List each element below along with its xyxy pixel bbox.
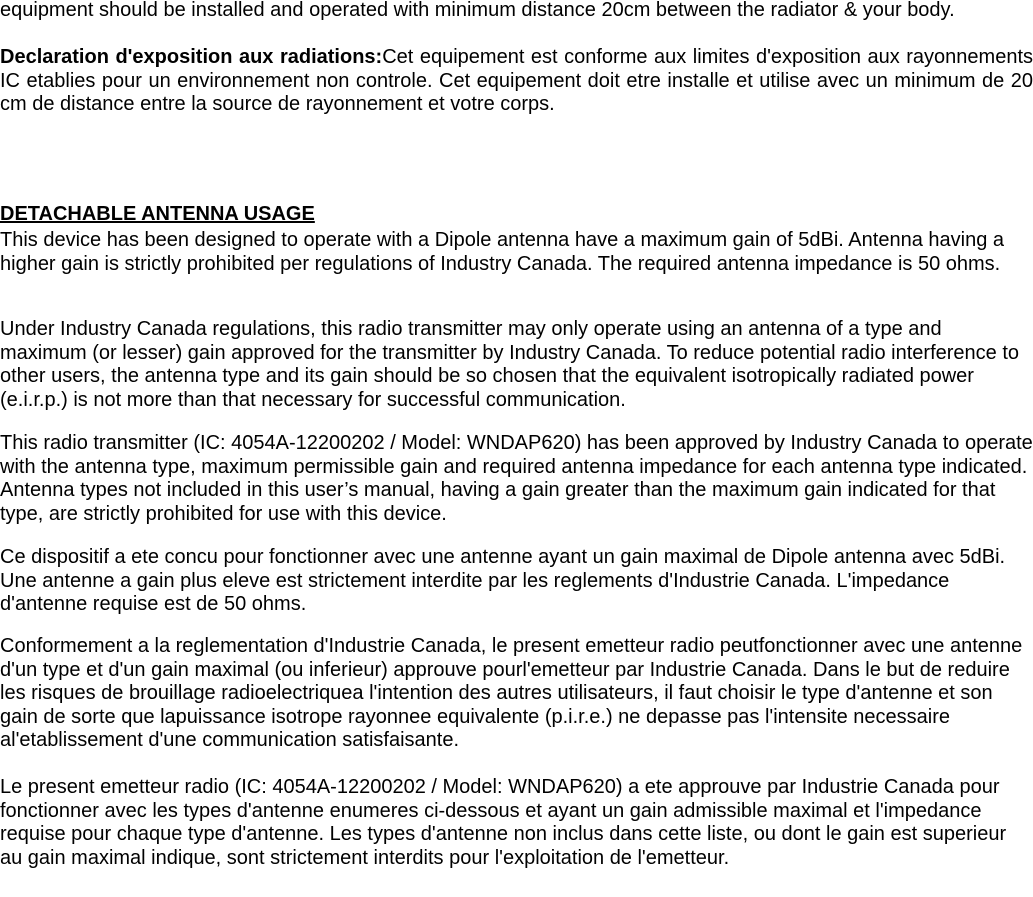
- body-paragraph-6: Le present emetteur radio (IC: 4054A-12200202 / Model: WNDAP620) a ete approuve par Industrie Canada pour fonctionner avec les types d'antenne enumeres ci-dessous et ayant un gain admissible maximal et l'impedance requise pour chaque type d'antenne. Les types d'antenne non inclus dans cette liste, ou dont le gain est superieur au gain maximal indique, sont strictement interdits pour l'exploitation de l'emetteur.: [0, 776, 1007, 869]
- declaration-label: Declaration d'exposition aux radiations:: [0, 46, 383, 68]
- body-paragraph-3: This radio transmitter (IC: 4054A-12200202 / Model: WNDAP620) has been approved by Industry Canada to operate with the antenna type, maximum permissible gain and required antenna impedance for each antenna type indicated. Antenna types not included in this user’s manual, having a gain greater than the maximum gain indicated for that type, are strictly prohibited for use with this device.: [0, 432, 1033, 525]
- body-paragraph-2: Under Industry Canada regulations, this radio transmitter may only operate using an antenna of a type and maximum (or lesser) gain approved for the transmitter by Industry Canada. To reduce potential radio interference to other users, the antenna type and its gain should be so chosen that the equivalent isotropically radiated power (e.i.r.p.) is not more than that necessary for successful communication.: [0, 318, 1020, 411]
- body-paragraph-4: Ce dispositif a ete concu pour fonctionner avec une antenne ayant un gain maximal de Dipole antenna avec 5dBi. Une antenne a gain plus eleve est strictement interdite par les reglements d'Industrie Canada. L'impedance d'antenne requise est de 50 ohms.: [0, 546, 1006, 615]
- body-paragraph-1: This device has been designed to operate with a Dipole antenna have a maximum gain of 5dBi. Antenna having a higher gain is strictly prohibited per regulations of Industry Canada. The required antenna impedance is 50 ohms.: [0, 229, 1004, 275]
- body-paragraph-5: Conformement a la reglementation d'Industrie Canada, le present emetteur radio peutfonctionner avec une antenne d'un type et d'un gain maximal (ou inferieur) approuve pourl'emetteur par Industrie Canada. Dans le but de reduire les risques de brouillage radioelectriquea l'intention des autres utilisateurs, il faut choisir le type d'antenne et son gain de sorte que lapuissance isotrope rayonnee equivalente (p.i.r.e.) ne depasse pas l'intensite necessaire al'etablissement d'une communication satisfaisante.: [0, 635, 1023, 751]
- section-heading: DETACHABLE ANTENNA USAGE: [0, 203, 315, 225]
- declaration-text: Cet equipement est conforme aux limites d'exposition aux rayonnements IC etablies pour un environnement non controle. Cet equipement doit etre installe et utilise avec un minimum de 20 cm de distance entre la source de rayonnement et votre corps.: [0, 46, 1033, 115]
- intro-text: equipment should be installed and operated with minimum distance 20cm between the radiator & your body.: [0, 0, 955, 21]
- declaration-paragraph: [0, 46, 1033, 117]
- intro-paragraph: [0, 0, 1033, 23]
